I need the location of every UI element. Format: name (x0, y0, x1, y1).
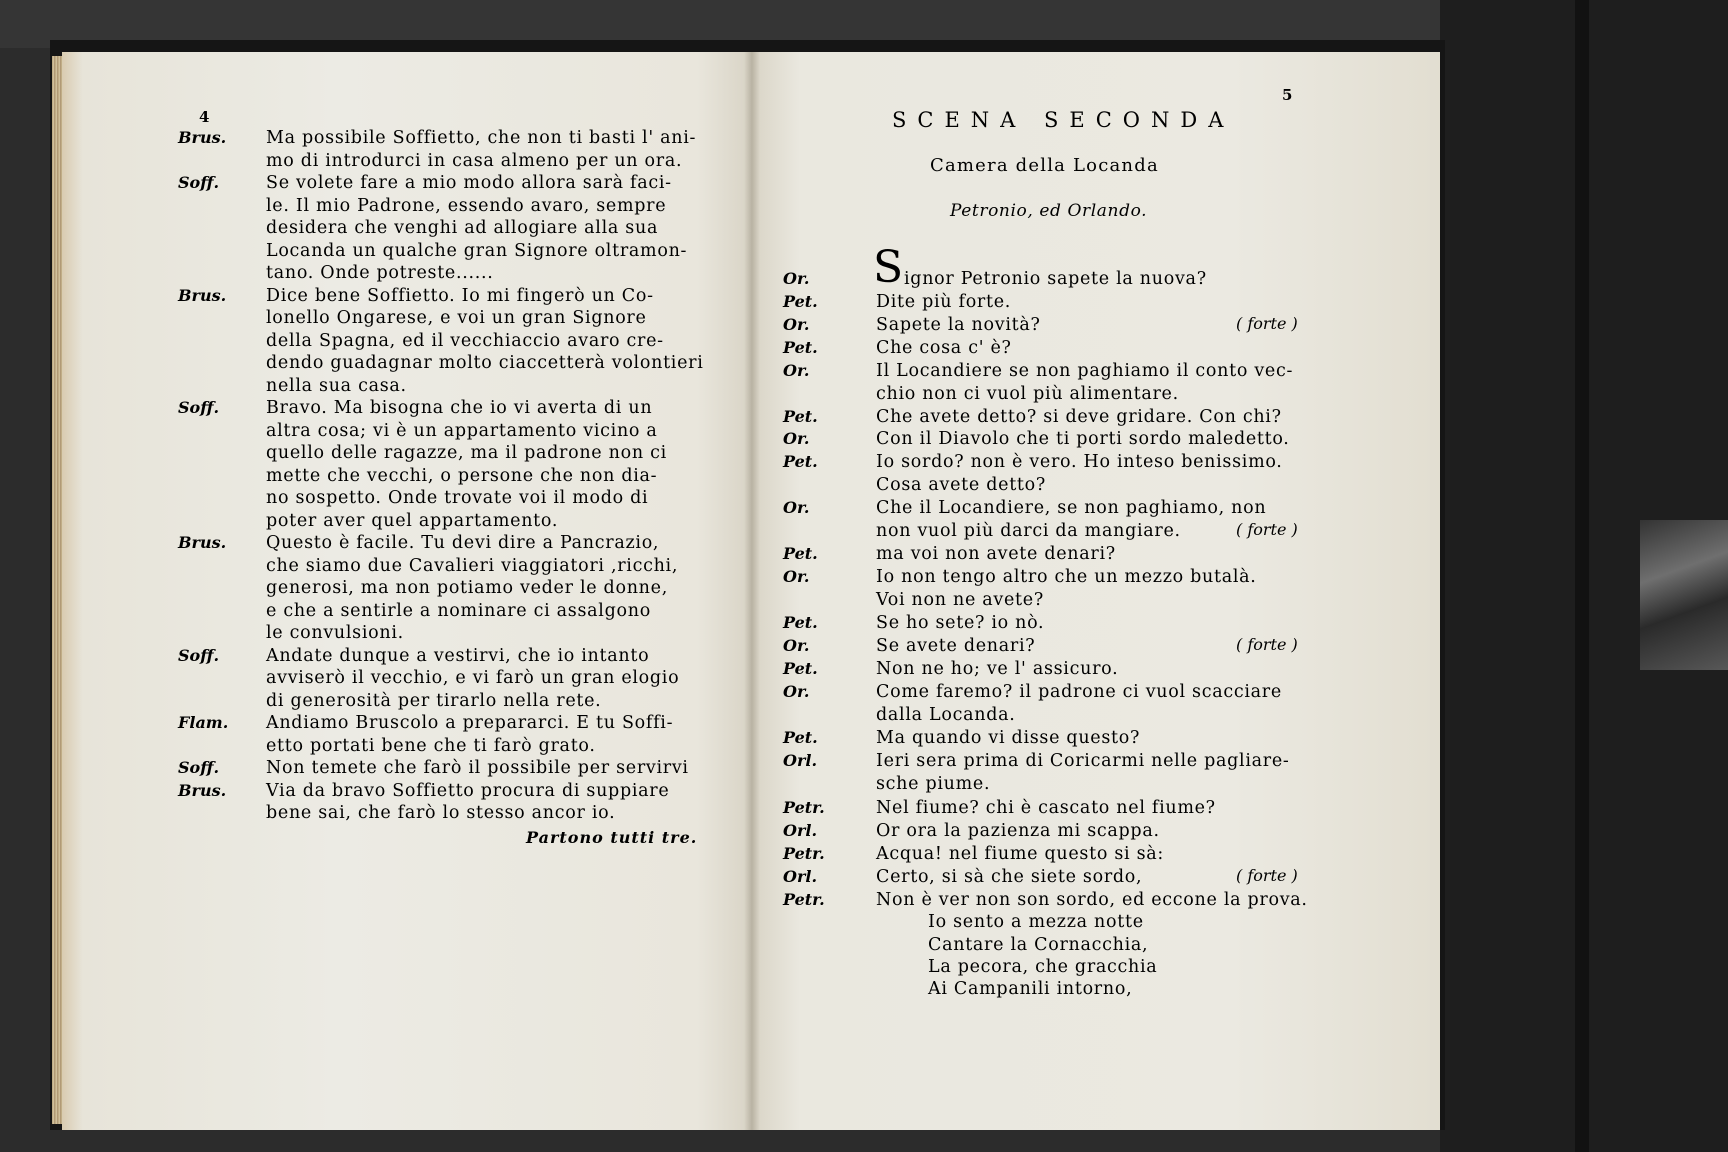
speaker-label: Pet. (783, 338, 818, 357)
speaker-label: Pet. (783, 452, 818, 471)
text-line: Dice bene Soffietto. Io mi fingerò un Co- (266, 285, 654, 306)
speaker-label: Orl. (783, 821, 818, 840)
text-line: avviserò il vecchio, e vi farò un gran elogio (266, 668, 680, 688)
scene-title: SCENA SECONDA (892, 108, 1235, 132)
speaker-label: Brus. (178, 128, 227, 147)
text-line: Ma possibile Soffietto, che non ti basti l' ani- (266, 128, 697, 148)
text-line: etto portati bene che ti farò grato. (266, 735, 596, 756)
text-line: ma voi non avete denari? (876, 544, 1116, 564)
text-line: Come faremo? il padrone ci vuol scacciare (876, 682, 1282, 702)
speaker-label: Or. (783, 269, 810, 288)
text-line: Bravo. Ma bisogna che io vi averta di un (266, 398, 653, 418)
text-line: nella sua casa. (266, 375, 407, 396)
text-line: Cosa avete detto? (876, 475, 1046, 495)
speaker-label: Petr. (783, 890, 825, 909)
text-line: della Spagna, ed il vecchiaccio avaro cre- (266, 330, 664, 351)
text-line: Che avete detto? si deve gridare. Con chi? (876, 407, 1282, 427)
text-line: altra cosa; vi è un appartamento vicino a (266, 420, 658, 441)
book-spine (744, 52, 760, 1130)
speaker-label: Brus. (178, 285, 227, 305)
text-line: Questo è facile. Tu devi dire a Pancrazio, (266, 533, 660, 553)
text-line: Io non tengo altro che un mezzo butalà. (876, 567, 1257, 587)
text-line: di generosità per tirarlo nella rete. (266, 690, 602, 711)
text-line: no sospetto. Onde trovate voi il modo di (266, 488, 649, 508)
scene-location: Camera della Locanda (930, 155, 1159, 176)
speaker-label: Petr. (783, 844, 825, 863)
text-line: non vuol più darci da mangiare. (876, 521, 1181, 541)
speaker-label: Soff. (178, 645, 220, 665)
speaker-label: Or. (783, 429, 810, 448)
speaker-label: Or. (783, 498, 810, 517)
text-line: Se volete fare a mio modo allora sarà faci- (266, 173, 672, 193)
text-line: Acqua! nel fiume questo si sà: (876, 844, 1164, 864)
speaker-label: Orl. (783, 867, 818, 886)
text-line: desidera che venghi ad allogiare alla sua (266, 218, 659, 238)
speaker-label: Orl. (783, 751, 818, 770)
text-line: Voi non ne avete? (876, 590, 1044, 610)
page-number: 5 (1282, 86, 1293, 104)
plastic-sleeve (1640, 520, 1728, 670)
text-line: Con il Diavolo che ti porti sordo maledetto. (876, 429, 1290, 449)
text-line: dendo guadagnar molto ciaccetterà volontieri (266, 353, 704, 373)
text-line: quello delle ragazze, ma il padrone non ci (266, 443, 667, 463)
speaker-label: Petr. (783, 798, 825, 817)
text-line: Ma quando vi disse questo? (876, 728, 1141, 748)
stage-direction: Partono tutti tre. (526, 828, 698, 847)
speaker-label: Pet. (783, 613, 818, 632)
stage-direction: ( forte ) (1236, 314, 1298, 333)
text-line: Andiamo Bruscolo a prepararci. E tu Soffi- (266, 713, 674, 733)
text-line: Non temete che farò il possibile per servirvi (266, 758, 689, 778)
text-line: chio non ci vuol più alimentare. (876, 384, 1179, 404)
speaker-label: Pet. (783, 544, 818, 563)
text-line: Via da bravo Soffietto procura di suppiare (266, 780, 670, 801)
text-line: Io sordo? non è vero. Ho inteso benissimo. (876, 452, 1283, 472)
text-line: Nel fiume? chi è cascato nel fiume? (876, 798, 1216, 818)
speaker-label: Or. (783, 361, 810, 380)
text-line: che siamo due Cavalieri viaggiatori ,ricchi, (266, 555, 679, 576)
text-line: poter aver quel appartamento. (266, 510, 559, 531)
stage-direction: ( forte ) (1236, 866, 1298, 885)
text-line: ignor Petronio sapete la nuova? (904, 269, 1207, 289)
speaker-label: Or. (783, 636, 810, 655)
text-line: sche piume. (876, 774, 991, 794)
speaker-label: Brus. (178, 780, 227, 800)
text-line: le. Il mio Padrone, essendo avaro, sempre (266, 195, 667, 216)
text-line: La pecora, che gracchia (928, 957, 1158, 977)
text-line: mo di introdurci in casa almeno per un ora. (266, 150, 683, 171)
text-line: Ieri sera prima di Coricarmi nelle pagliare- (876, 751, 1290, 771)
text-line: lonello Ongarese, e voi un gran Signore (266, 308, 647, 328)
text-line: Sapete la novità? (876, 315, 1041, 335)
text-line: mette che vecchi, o persone che non dia- (266, 465, 658, 486)
stage-direction: ( forte ) (1236, 520, 1298, 539)
text-line: Locanda un qualche gran Signore oltramon- (266, 240, 688, 261)
text-line: generosi, ma non potiamo veder le donne, (266, 578, 668, 598)
speaker-label: Pet. (783, 659, 818, 678)
scene-characters: Petronio, ed Orlando. (950, 201, 1148, 221)
text-line: Se avete denari? (876, 636, 1036, 656)
text-line: Andate dunque a vestirvi, che io intanto (266, 645, 650, 666)
speaker-label: Pet. (783, 292, 818, 311)
speaker-label: Pet. (783, 407, 818, 426)
text-line: Cantare la Cornacchia, (928, 935, 1149, 955)
text-line: Or ora la pazienza mi scappa. (876, 821, 1160, 841)
background (1575, 0, 1589, 1152)
speaker-label: Soff. (178, 398, 220, 417)
text-line: Dite più forte. (876, 292, 1012, 312)
page-number: 4 (199, 108, 210, 126)
speaker-label: Soff. (178, 173, 220, 192)
text-line: le convulsioni. (266, 623, 404, 643)
speaker-label: Or. (783, 682, 810, 701)
stage-direction: ( forte ) (1236, 635, 1298, 654)
text-line: Io sento a mezza notte (928, 912, 1144, 932)
speaker-label: Or. (783, 315, 810, 334)
speaker-label: Or. (783, 567, 810, 586)
text-line: Ai Campanili intorno, (928, 979, 1133, 999)
text-line: bene sai, che farò lo stesso ancor io. (266, 803, 616, 823)
speaker-label: Brus. (178, 533, 227, 552)
drop-cap: S (873, 242, 904, 293)
text-line: tano. Onde potreste...... (266, 263, 494, 283)
text-line: e che a sentirle a nominare ci assalgono (266, 600, 651, 621)
text-line: Se ho sete? io nò. (876, 613, 1045, 633)
text-line: Certo, si sà che siete sordo, (876, 867, 1143, 887)
text-line: Il Locandiere se non paghiamo il conto vec- (876, 361, 1294, 381)
speaker-label: Pet. (783, 728, 818, 747)
text-line: Non è ver non son sordo, ed eccone la prova. (876, 890, 1308, 910)
text-line: Che il Locandiere, se non paghiamo, non (876, 498, 1267, 518)
text-line: Che cosa c' è? (876, 338, 1012, 358)
speaker-label: Soff. (178, 758, 220, 777)
text-line: Non ne ho; ve l' assicuro. (876, 659, 1119, 679)
text-line: dalla Locanda. (876, 705, 1016, 725)
speaker-label: Flam. (178, 713, 229, 732)
